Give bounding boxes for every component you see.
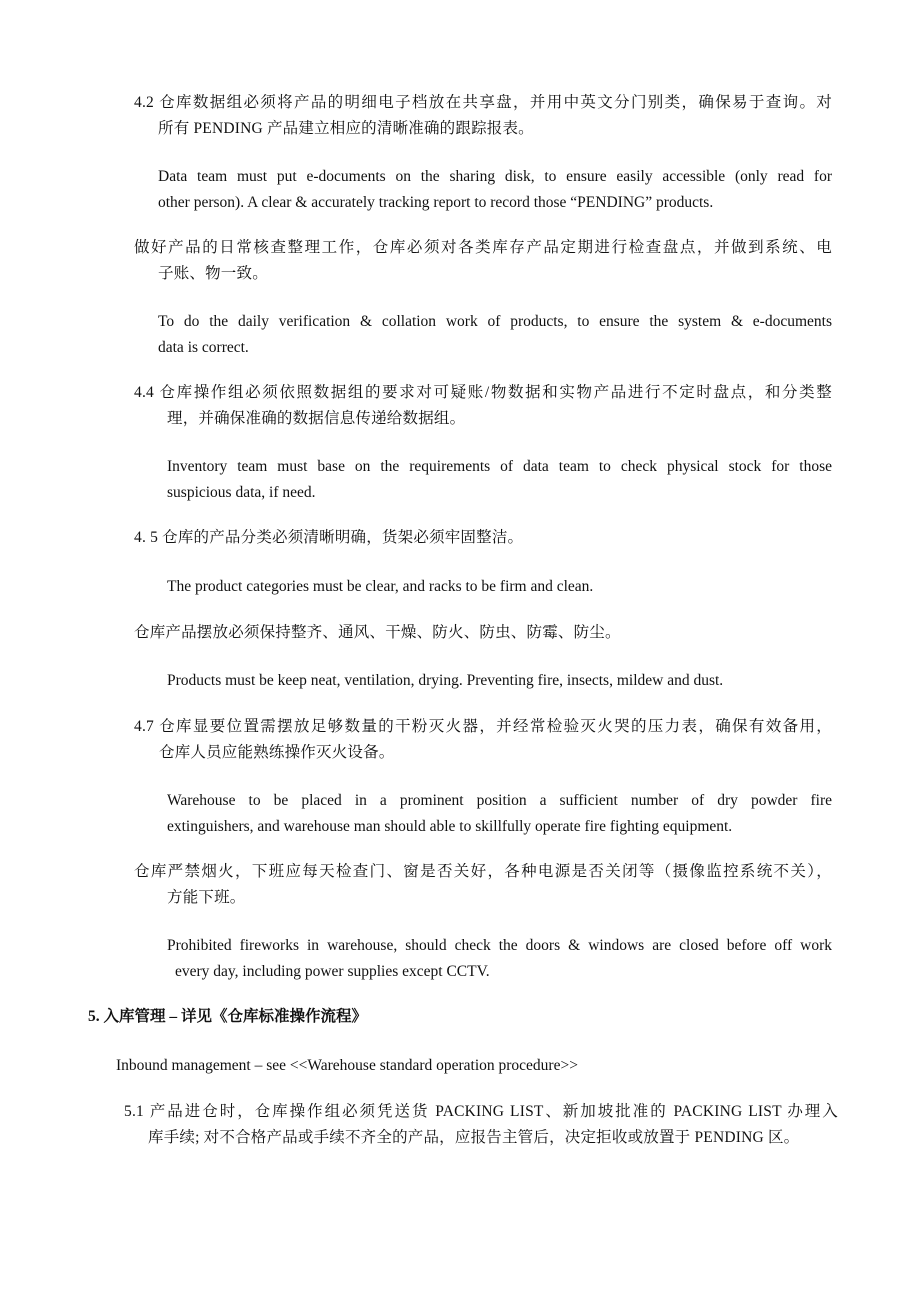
line: To do the daily verification & collation work of products, to ensure the system & e-documents xyxy=(158,313,832,330)
line: 4. 5 仓库的产品分类必须清晰明确，货架必须牢固整洁。 xyxy=(134,529,524,546)
line: 理，并确保准确的数据信息传递给数据组。 xyxy=(167,410,466,427)
line: 4.4 仓库操作组必须依照数据组的要求对可疑账/物数据和实物产品进行不定时盘点，和分类整 xyxy=(134,384,832,401)
clause-4-5-en xyxy=(167,574,832,600)
clause-5-1-cn xyxy=(124,1099,838,1151)
section-5-heading xyxy=(88,1004,832,1030)
line: 5.1 产品进仓时，仓库操作组必须凭送货 PACKING LIST、新加坡批准的 PACKING LIST 办理入 xyxy=(124,1103,838,1120)
clause-4-7-en xyxy=(167,788,832,840)
clause-4-7-cn xyxy=(134,714,832,766)
line: Products must be keep neat, ventilation, drying. Preventing fire, insects, mildew and dust. xyxy=(167,672,724,689)
line: data is correct. xyxy=(158,339,249,356)
line: suspicious data, if need. xyxy=(167,484,316,501)
clause-4-3-cn xyxy=(134,235,832,287)
line: 子账、物一致。 xyxy=(158,265,268,282)
clause-4-5-cn xyxy=(134,525,832,551)
line: 5. 入库管理 – 详见《仓库标准操作流程》 xyxy=(88,1008,368,1025)
clause-4-4-cn xyxy=(134,380,832,432)
line: 库手续; 对不合格产品或手续不齐全的产品，应报告主管后，决定拒收或放置于 PENDING 区。 xyxy=(148,1129,800,1146)
line: 仓库产品摆放必须保持整齐、通风、干燥、防火、防虫、防霉、防尘。 xyxy=(134,624,621,641)
line: 做好产品的日常核查整理工作，仓库必须对各类库存产品定期进行检查盘点，并做到系统、电 xyxy=(134,239,832,256)
line: extinguishers, and warehouse man should able to skillfully operate fire fighting equipment. xyxy=(167,818,733,835)
clause-4-3-en xyxy=(158,309,832,361)
line: 4.2 仓库数据组必须将产品的明细电子档放在共享盘，并用中英文分门别类，确保易于查询。对 xyxy=(134,94,832,111)
line: 方能下班。 xyxy=(167,889,246,906)
line: The product categories must be clear, and racks to be firm and clean. xyxy=(167,578,594,595)
clause-4-6-en xyxy=(167,668,832,694)
clause-4-8-cn xyxy=(134,859,832,911)
line: Data team must put e-documents on the sharing disk, to ensure easily accessible (only read for xyxy=(158,168,832,185)
clause-4-8-en xyxy=(167,933,832,985)
clause-4-2-cn xyxy=(134,90,832,142)
section-5-subheading xyxy=(116,1053,832,1079)
line: Warehouse to be placed in a prominent position a sufficient number of dry powder fire xyxy=(167,792,832,809)
line: 所有 PENDING 产品建立相应的清晰准确的跟踪报表。 xyxy=(158,120,534,137)
line: other person). A clear & accurately tracking report to record those “PENDING” products. xyxy=(158,194,714,211)
line: 仓库严禁烟火，下班应每天检查门、窗是否关好，各种电源是否关闭等（摄像监控系统不关）， xyxy=(134,863,832,880)
line: 4.7 仓库显要位置需摆放足够数量的干粉灭火器，并经常检验灭火哭的压力表，确保有效备用， xyxy=(134,718,832,735)
line: Inventory team must base on the requirements of data team to check physical stock for those xyxy=(167,458,832,475)
line: Inbound management – see <<Warehouse standard operation procedure>> xyxy=(116,1057,578,1074)
line: 仓库人员应能熟练操作灭火设备。 xyxy=(159,744,395,761)
line: every day, including power supplies except CCTV. xyxy=(175,963,490,980)
clause-4-4-en xyxy=(167,454,832,506)
line: Prohibited fireworks in warehouse, should check the doors & windows are closed before off work xyxy=(167,937,832,954)
clause-4-6-cn xyxy=(134,620,832,646)
clause-4-2-en xyxy=(158,164,832,216)
